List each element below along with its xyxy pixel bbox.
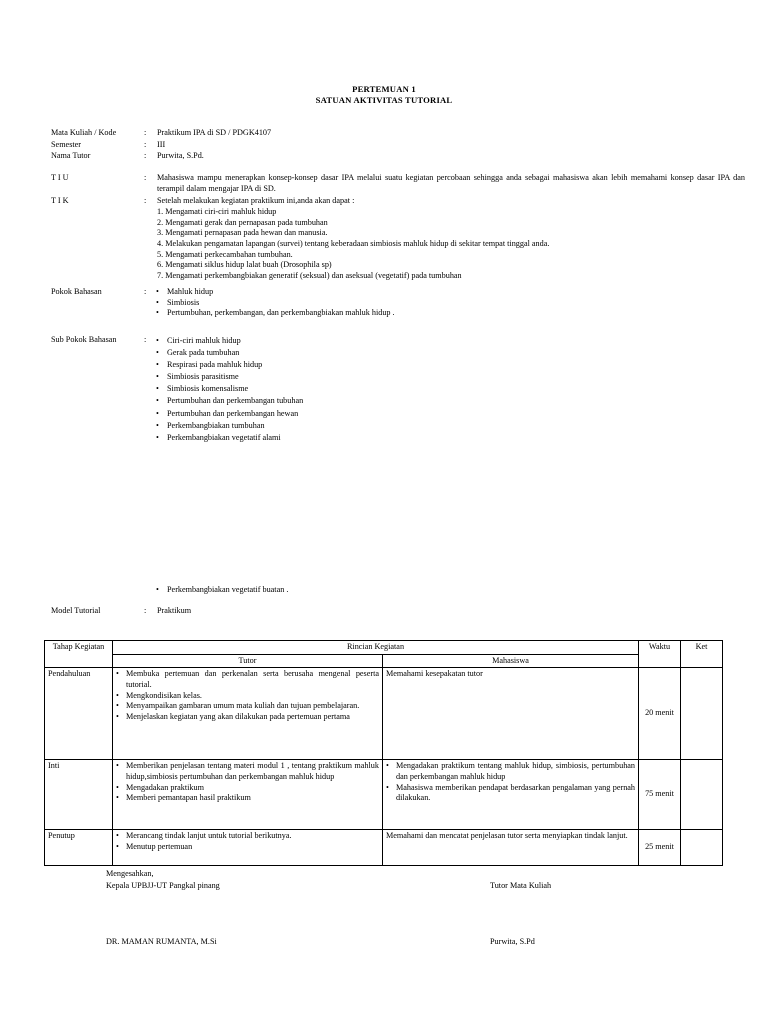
sub-pokok-colon: : [144,335,147,344]
row-waktu: 20 menit [639,668,681,760]
tutor-activity: • Menjelaskan kegiatan yang akan dilakukan pada pertemuan pertama [116,712,379,723]
tutor-label: Nama Tutor [51,151,91,160]
tik-list [157,207,747,282]
row-ket [681,760,723,830]
tik-item: 2. Mengamati gerak dan pernapasan pada tumbuhan [157,217,328,227]
model-colon: : [144,606,147,615]
semester-label: Semester [51,140,82,149]
tiu-text: Mahasiswa mampu menerapkan konsep-konsep dasar IPA melalui suatu kegiatan percobaan sehingga anda sebagai mahasiswa akan lebih memahami konsep dasar IPA dan terampil dalam mengajar IPA di SD. [157,173,745,193]
tik-item: 1. Mengamati ciri-ciri mahluk hidup [157,207,277,216]
row-ket [681,668,723,760]
course-value: Praktikum IPA di SD / PDGK4107 [157,128,272,137]
sub-pokok-item: • Ciri-ciri mahluk hidup [155,335,745,347]
tik-colon: : [144,196,147,205]
tik-item: 3. Mengamati pernapasan pada hewan dan manusia. [157,228,328,238]
pokok-list [155,287,745,319]
tutor-activity: • Menyampaikan gambaran umum mata kuliah dan tujuan pembelajaran. [116,701,379,712]
pokok-colon: : [144,287,147,296]
row-waktu: 25 menit [639,830,681,866]
tik-label: T I K [51,196,69,205]
model-value: Praktikum [157,606,192,615]
approval-text: Mengesahkan, [106,869,154,878]
row-tutor [113,760,383,830]
tiu-label: T I U [51,173,69,182]
sub-pokok-list [155,335,745,444]
row-mahasiswa: Memahami kesepakatan tutor [383,668,639,760]
tutor-value: Purwita, S.Pd. [157,151,204,160]
tik-intro: Setelah melakukan kegiatan praktikum ini,anda akan dapat : [157,196,355,205]
sub-pokok-item: • Simbiosis parasitisme [155,371,745,383]
pokok-label: Pokok Bahasan [51,287,102,296]
tutor-colon: : [144,151,147,160]
tutor-activity: • Membuka pertemuan dan perkenalan serta berusaha mengenal peserta tutorial. [116,669,379,690]
tutor-activity: • Menutup pertemuan [116,842,379,853]
right-signatory-title: Tutor Mata Kuliah [490,881,552,890]
header-waktu: Waktu [639,641,681,668]
page-subtitle: SATUAN AKTIVITAS TUTORIAL [315,95,453,105]
tik-item: 5. Mengamati perkecambahan tumbuhan. [157,249,293,259]
header-tahap: Tahap Kegiatan [45,641,113,668]
left-signatory-name: DR. MAMAN RUMANTA, M.Si [106,937,217,946]
header-tutor: Tutor [113,654,383,668]
row-tahap: Penutup [45,830,113,866]
sub-pokok-label: Sub Pokok Bahasan [51,335,117,344]
course-colon: : [144,128,147,137]
model-label: Model Tutorial [51,606,101,615]
student-activity: • Mahasiswa memberikan pendapat berdasarkan pengalaman yang pernah dilakukan. [386,783,635,804]
header-rincian: Rincian Kegiatan [113,641,639,655]
sub-pokok-item: • Perkembangbiakan vegetatif alami [155,432,745,444]
sub-pokok-item: • Respirasi pada mahluk hidup [155,359,745,371]
sub-pokok-item: • Pertumbuhan dan perkembangan tubuhan [155,395,745,407]
left-signatory-title: Kepala UPBJJ-UT Pangkal pinang [106,881,220,890]
row-ket [681,830,723,866]
header-mahasiswa: Mahasiswa [383,654,639,668]
tik-item: 4. Melakukan pengamatan lapangan (survei) tentang keberadaan simbiosis mahluk hidup di sekitar tempat tinggal anda. [157,238,550,248]
course-label: Mata Kuliah / Kode [51,128,117,137]
tutor-activity: • Memberi pemantapan hasil praktikum [116,793,379,804]
right-signatory-name: Purwita, S.Pd [490,937,535,946]
sub-pokok-item: • Gerak pada tumbuhan [155,347,745,359]
activity-table [44,640,723,866]
pokok-item: • Pertumbuhan, perkembangan, dan perkembangbiakan mahluk hidup . [155,308,745,319]
row-mahasiswa: Memahami dan mencatat penjelasan tutor serta menyiapkan tindak lanjut. [383,830,639,866]
row-tutor [113,668,383,760]
pokok-item: • Simbiosis [155,298,745,309]
tutor-activity: • Mengadakan praktikum [116,783,379,794]
pokok-item: • Mahluk hidup [155,287,745,298]
row-tahap: Inti [45,760,113,830]
sub-pokok-extra [155,585,745,596]
tiu-colon: : [144,173,147,182]
table-row [45,668,723,760]
student-activity: • Mengadakan praktikum tentang mahluk hidup, simbiosis, pertumbuhan dan perkembangan mahluk hidup [386,761,635,782]
page-title: PERTEMUAN 1 [352,84,416,94]
row-tutor [113,830,383,866]
tutor-activity: • Mengkondisikan kelas. [116,691,379,702]
tutor-activity: • Merancang tindak lanjut untuk tutorial berikutnya. [116,831,379,842]
sub-pokok-item: • Perkembangbiakan vegetatif buatan . [155,585,745,596]
row-mahasiswa [383,760,639,830]
tutor-activity: • Memberikan penjelasan tentang materi modul 1 , tentang praktikum mahluk hidup,simbiosis pertumbuhan dan perkembangan mahluk hidup [116,761,379,782]
semester-value: III [157,140,166,149]
sub-pokok-item: • Simbiosis komensalisme [155,383,745,395]
header-ket: Ket [681,641,723,668]
sub-pokok-item: • Pertumbuhan dan perkembangan hewan [155,408,745,420]
tik-item: 7. Mengamati perkembangbiakan generatif (seksual) dan aseksual (vegetatif) pada tumbuhan [157,270,462,280]
row-tahap: Pendahuluan [45,668,113,760]
semester-colon: : [144,140,147,149]
sub-pokok-item: • Perkembangbiakan tumbuhan [155,420,745,432]
table-row [45,830,723,866]
row-waktu: 75 menit [639,760,681,830]
table-row [45,760,723,830]
tik-item: 6. Mengamati siklus hidup lalat buah (Drosophila sp) [157,260,332,270]
